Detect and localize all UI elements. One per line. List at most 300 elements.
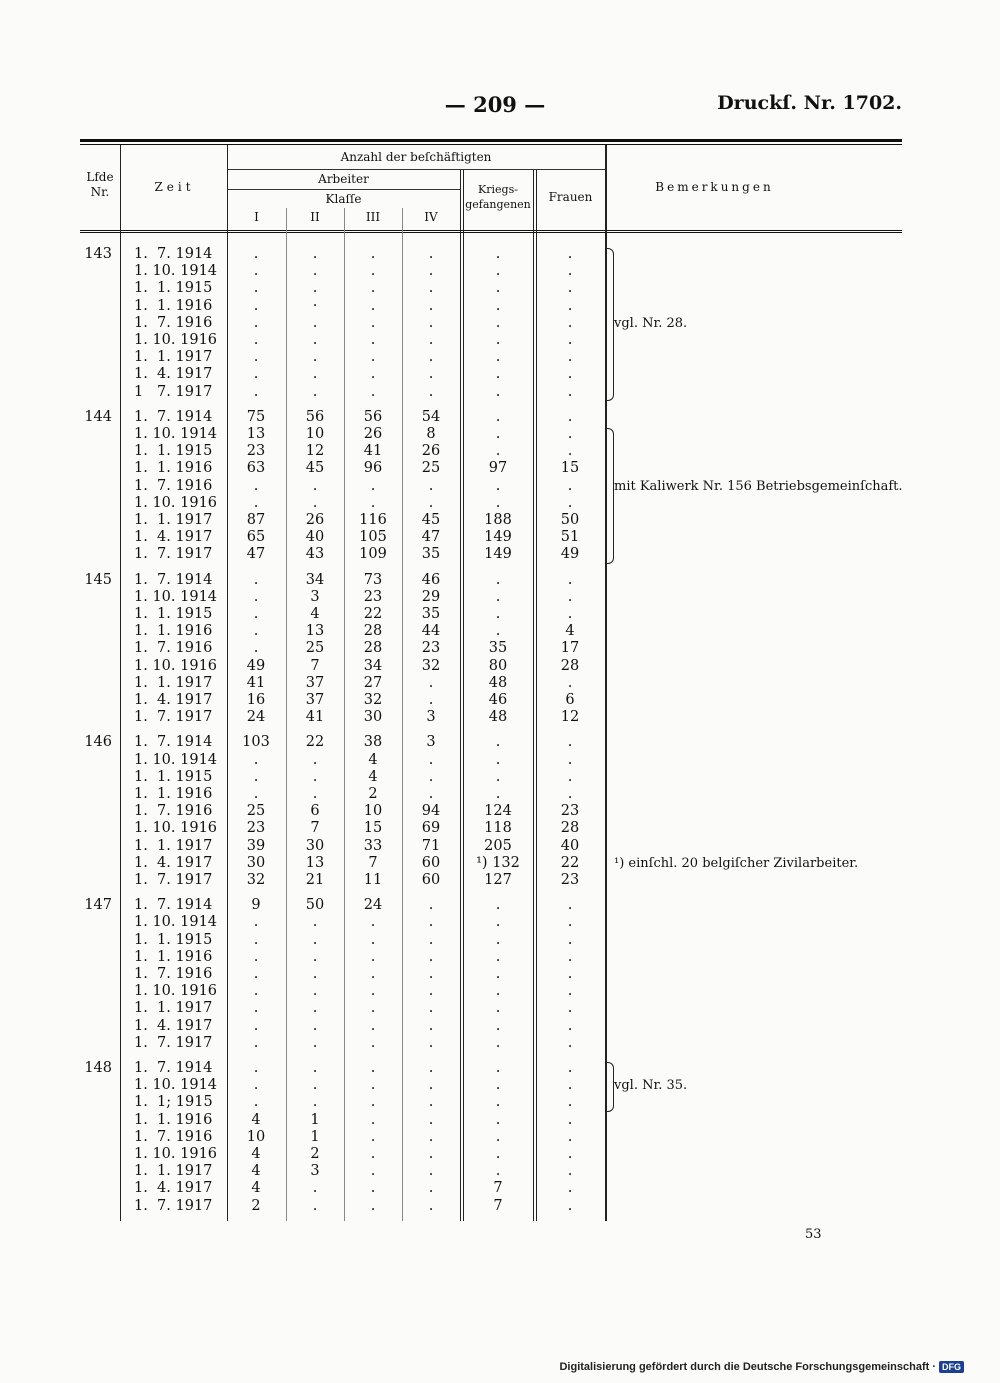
cell-iii: 41 bbox=[363, 443, 383, 460]
cell-ii: . bbox=[312, 786, 318, 802]
cell-kg: . bbox=[495, 383, 501, 400]
cell-fr: . bbox=[567, 332, 573, 348]
cell-ii: . bbox=[312, 1077, 318, 1094]
cell-ii: 10 bbox=[305, 426, 325, 442]
cell-iii: . bbox=[370, 332, 376, 348]
header-class-iv: IV bbox=[424, 210, 438, 224]
cell-iv: 45 bbox=[421, 512, 441, 528]
cell-iii: . bbox=[370, 1180, 376, 1197]
cell-iv: 35 bbox=[421, 606, 441, 622]
cell-iv: . bbox=[428, 477, 434, 494]
col-divider-kg bbox=[533, 170, 534, 1221]
cell-fr: . bbox=[567, 897, 573, 914]
cell-i: . bbox=[253, 297, 259, 314]
cell-fr: . bbox=[567, 1077, 573, 1094]
cell-zeit: 1. 7. 1914 bbox=[134, 734, 213, 751]
cell-kg: . bbox=[495, 263, 501, 280]
cell-iii: . bbox=[370, 1017, 376, 1034]
cell-iii: . bbox=[370, 983, 376, 1000]
cell-kg: . bbox=[495, 1077, 501, 1094]
cell-kg: . bbox=[495, 1146, 501, 1162]
cell-zeit: 1. 7. 1914 bbox=[134, 571, 213, 588]
cell-fr: . bbox=[567, 1017, 573, 1034]
cell-ii: . bbox=[312, 246, 318, 262]
cell-zeit: 1. 1. 1916 bbox=[134, 948, 213, 965]
brace-icon bbox=[606, 1062, 614, 1112]
cell-zeit: 1. 1. 1915 bbox=[134, 768, 213, 785]
cell-ii: 12 bbox=[305, 443, 325, 460]
cell-i: . bbox=[253, 983, 259, 1000]
cell-iv: . bbox=[428, 692, 434, 708]
cell-ii: . bbox=[312, 948, 318, 965]
cell-iv: . bbox=[428, 751, 434, 768]
cell-zeit: 1. 10. 1914 bbox=[134, 426, 218, 442]
cell-i: . bbox=[253, 494, 259, 511]
cell-i: . bbox=[253, 571, 259, 588]
cell-iv: . bbox=[428, 786, 434, 802]
cell-ii: 2 bbox=[310, 1146, 320, 1162]
cell-iv: 44 bbox=[421, 623, 441, 640]
cell-ii: . bbox=[312, 751, 318, 768]
cell-fr: 28 bbox=[560, 657, 580, 674]
cell-iii: . bbox=[370, 914, 376, 931]
cell-kg: . bbox=[495, 571, 501, 588]
cell-fr: . bbox=[567, 571, 573, 588]
cell-fr: 50 bbox=[560, 512, 580, 528]
cell-ii: 30 bbox=[305, 837, 325, 854]
cell-iii: . bbox=[370, 383, 376, 400]
cell-kg: 118 bbox=[484, 820, 512, 837]
cell-ii: . bbox=[312, 966, 318, 982]
cell-fr: . bbox=[567, 426, 573, 442]
header-anzahl: Anzahl der beſchäftigten bbox=[340, 150, 492, 164]
cell-fr: . bbox=[567, 948, 573, 965]
cell-iii: 26 bbox=[363, 426, 383, 442]
cell-zeit: 1. 7. 1914 bbox=[134, 897, 213, 914]
cell-kg: . bbox=[495, 914, 501, 931]
cell-ii: 40 bbox=[305, 529, 325, 546]
header-class-iii: III bbox=[365, 210, 381, 224]
cell-zeit: 1. 1. 1915 bbox=[134, 280, 213, 297]
cell-kg: 149 bbox=[484, 546, 512, 563]
cell-ii: . bbox=[312, 1094, 318, 1111]
cell-fr: . bbox=[567, 477, 573, 494]
cell-ii: . bbox=[312, 383, 318, 400]
cell-i: . bbox=[253, 263, 259, 280]
cell-fr: . bbox=[567, 1128, 573, 1145]
cell-iii: 56 bbox=[363, 408, 383, 425]
cell-iii: 96 bbox=[363, 460, 383, 477]
cell-ii: . bbox=[312, 983, 318, 1000]
header-class-ii: II bbox=[310, 210, 320, 224]
cell-kg: . bbox=[495, 1000, 501, 1017]
cell-iii: 116 bbox=[359, 512, 387, 528]
cell-kg: . bbox=[495, 1128, 501, 1145]
header-klasse: Klaſſe bbox=[325, 192, 362, 206]
cell-iv: . bbox=[428, 1146, 434, 1162]
cell-ii: . bbox=[312, 1000, 318, 1017]
cell-iv: . bbox=[428, 1034, 434, 1051]
remark-text: mit Kaliwerk Nr. 156 Betriebsgemeinſchaft. bbox=[614, 478, 903, 494]
cell-fr: . bbox=[567, 1180, 573, 1197]
cell-i: . bbox=[253, 477, 259, 494]
cell-i: . bbox=[253, 623, 259, 640]
cell-fr: . bbox=[567, 1000, 573, 1017]
header-bottom-rule bbox=[80, 230, 902, 231]
cell-lfde-nr: 148 bbox=[84, 1060, 112, 1076]
cell-zeit: 1. 7. 1917 bbox=[134, 1197, 213, 1214]
remark-text: ¹) einſchl. 20 belgiſcher Zivilarbeiter. bbox=[614, 855, 859, 871]
cell-zeit: 1. 4. 1917 bbox=[134, 366, 213, 383]
cell-i: . bbox=[253, 786, 259, 802]
cell-fr: 51 bbox=[560, 529, 580, 546]
cell-i: 41 bbox=[246, 674, 266, 691]
cell-iv: . bbox=[428, 366, 434, 383]
cell-iv: . bbox=[428, 383, 434, 400]
cell-zeit: 1. 4. 1917 bbox=[134, 854, 213, 871]
cell-i: . bbox=[253, 751, 259, 768]
cell-i: . bbox=[253, 606, 259, 622]
cell-fr: . bbox=[567, 280, 573, 297]
cell-iv: . bbox=[428, 349, 434, 366]
cell-zeit: 1. 1. 1916 bbox=[134, 623, 213, 640]
cell-iii: . bbox=[370, 1163, 376, 1180]
cell-zeit: 1. 10. 1916 bbox=[134, 820, 218, 837]
cell-kg: 124 bbox=[484, 803, 512, 820]
cell-kg: 80 bbox=[488, 657, 508, 674]
cell-iii: . bbox=[370, 948, 376, 965]
cell-fr: . bbox=[567, 1146, 573, 1162]
cell-i: 9 bbox=[251, 897, 261, 914]
cell-zeit: 1. 1. 1917 bbox=[134, 349, 213, 366]
cell-zeit: 1. 7. 1916 bbox=[134, 314, 213, 331]
cell-zeit: 1. 4. 1917 bbox=[134, 529, 213, 546]
cell-iii: . bbox=[370, 1094, 376, 1111]
cell-i: 103 bbox=[242, 734, 270, 751]
cell-zeit: 1. 7. 1914 bbox=[134, 1060, 213, 1076]
cell-fr: 49 bbox=[560, 546, 580, 563]
cell-ii: 21 bbox=[305, 872, 325, 888]
cell-ii: 45 bbox=[305, 460, 325, 477]
cell-kg: . bbox=[495, 734, 501, 751]
cell-zeit: 1. 7. 1916 bbox=[134, 803, 213, 820]
cell-ii: . bbox=[312, 314, 318, 331]
cell-fr: . bbox=[567, 349, 573, 366]
cell-zeit: 1. 10. 1914 bbox=[134, 263, 218, 280]
cell-fr: 12 bbox=[560, 709, 580, 726]
cell-kg: . bbox=[495, 897, 501, 914]
cell-iii: 73 bbox=[363, 571, 383, 588]
cell-ii: . bbox=[312, 349, 318, 366]
remark-text: vgl. Nr. 35. bbox=[614, 1078, 688, 1094]
cell-kg: ¹) 132 bbox=[476, 854, 520, 871]
cell-iv: 25 bbox=[421, 460, 441, 477]
cell-lfde-nr: 147 bbox=[84, 897, 112, 914]
cell-i: 87 bbox=[246, 512, 266, 528]
cell-iii: 38 bbox=[363, 734, 383, 751]
cell-zeit: 1. 1. 1915 bbox=[134, 606, 213, 622]
cell-fr: 23 bbox=[560, 803, 580, 820]
cell-zeit: 1. 1. 1916 bbox=[134, 1111, 213, 1128]
cell-i: . bbox=[253, 1034, 259, 1051]
cell-iii: 105 bbox=[359, 529, 387, 546]
cell-zeit: 1. 7. 1917 bbox=[134, 709, 213, 726]
cell-ii: . bbox=[312, 366, 318, 383]
cell-ii: 3 bbox=[310, 1163, 320, 1180]
cell-fr: 15 bbox=[560, 460, 580, 477]
cell-iii: 28 bbox=[363, 640, 383, 657]
cell-i: 16 bbox=[246, 692, 266, 708]
cell-zeit: 1. 1. 1915 bbox=[134, 443, 213, 460]
cell-zeit: 1. 1. 1917 bbox=[134, 1000, 213, 1017]
cell-iv: . bbox=[428, 966, 434, 982]
cell-ii: . bbox=[312, 332, 318, 348]
cell-ii: 50 bbox=[305, 897, 325, 914]
cell-i: 75 bbox=[246, 408, 266, 425]
cell-kg: 35 bbox=[488, 640, 508, 657]
document-number: Druckſ. Nr. 1702. bbox=[717, 92, 902, 114]
cell-kg: . bbox=[495, 443, 501, 460]
cell-fr: . bbox=[567, 983, 573, 1000]
cell-iv: 8 bbox=[426, 426, 436, 442]
cell-i: 4 bbox=[251, 1180, 261, 1197]
col-divider-nr bbox=[120, 145, 121, 1221]
cell-i: . bbox=[253, 1094, 259, 1111]
cell-i: . bbox=[253, 966, 259, 982]
cell-kg: 127 bbox=[484, 872, 512, 888]
cell-kg: . bbox=[495, 1034, 501, 1051]
cell-kg: . bbox=[495, 1094, 501, 1111]
cell-i: 30 bbox=[246, 854, 266, 871]
cell-ii: 43 bbox=[305, 546, 325, 563]
cell-iii: 32 bbox=[363, 692, 383, 708]
cell-iv: 23 bbox=[421, 640, 441, 657]
cell-kg: . bbox=[495, 477, 501, 494]
cell-fr: . bbox=[567, 1034, 573, 1051]
cell-zeit: 1. 1. 1917 bbox=[134, 512, 213, 528]
cell-iv: 46 bbox=[421, 571, 441, 588]
cell-zeit: 1. 10. 1914 bbox=[134, 588, 218, 605]
cell-iv: . bbox=[428, 246, 434, 262]
cell-kg: . bbox=[495, 366, 501, 383]
cell-zeit: 1. 10. 1914 bbox=[134, 1077, 218, 1094]
cell-iv: . bbox=[428, 1197, 434, 1214]
cell-zeit: 1. 10. 1916 bbox=[134, 983, 218, 1000]
cell-iii: . bbox=[370, 477, 376, 494]
cell-iii: 2 bbox=[368, 786, 378, 802]
cell-zeit: 1. 10. 1914 bbox=[134, 914, 218, 931]
cell-ii: 3 bbox=[310, 588, 320, 605]
cell-ii: · bbox=[312, 297, 318, 314]
cell-iii: . bbox=[370, 1077, 376, 1094]
header-frauen: Frauen bbox=[548, 190, 593, 204]
cell-fr: 17 bbox=[560, 640, 580, 657]
cell-iii: . bbox=[370, 1060, 376, 1076]
cell-iv: 60 bbox=[421, 854, 441, 871]
cell-kg: . bbox=[495, 623, 501, 640]
cell-i: 4 bbox=[251, 1146, 261, 1162]
cell-ii: 4 bbox=[310, 606, 320, 622]
cell-fr: . bbox=[567, 494, 573, 511]
cell-zeit: 1. 7. 1914 bbox=[134, 408, 213, 425]
cell-iii: . bbox=[370, 349, 376, 366]
cell-iv: . bbox=[428, 1128, 434, 1145]
cell-zeit: 1. 7. 1916 bbox=[134, 1128, 213, 1145]
cell-i: . bbox=[253, 1017, 259, 1034]
cell-iii: . bbox=[370, 1128, 376, 1145]
cell-fr: . bbox=[567, 366, 573, 383]
cell-fr: . bbox=[567, 443, 573, 460]
cell-fr: . bbox=[567, 786, 573, 802]
cell-i: . bbox=[253, 914, 259, 931]
cell-i: 4 bbox=[251, 1111, 261, 1128]
cell-iii: 4 bbox=[368, 751, 378, 768]
cell-ii: 26 bbox=[305, 512, 325, 528]
cell-zeit: 1. 4. 1917 bbox=[134, 1017, 213, 1034]
cell-iii: 10 bbox=[363, 803, 383, 820]
cell-iii: 34 bbox=[363, 657, 383, 674]
remark-text: vgl. Nr. 28. bbox=[614, 315, 688, 331]
cell-iv: . bbox=[428, 332, 434, 348]
cell-iv: 32 bbox=[421, 657, 441, 674]
cell-fr: . bbox=[567, 931, 573, 948]
cell-ii: . bbox=[312, 914, 318, 931]
cell-lfde-nr: 144 bbox=[84, 408, 112, 425]
cell-fr: . bbox=[567, 1060, 573, 1076]
cell-iii: . bbox=[370, 1000, 376, 1017]
cell-kg: 48 bbox=[488, 674, 508, 691]
cell-ii: . bbox=[312, 1197, 318, 1214]
cell-ii: 37 bbox=[305, 692, 325, 708]
cell-fr: . bbox=[567, 263, 573, 280]
cell-zeit: 1. 1; 1915 bbox=[134, 1094, 213, 1111]
cell-lfde-nr: 143 bbox=[84, 246, 112, 262]
cell-zeit: 1. 7. 1917 bbox=[134, 546, 213, 563]
cell-fr: . bbox=[567, 1197, 573, 1214]
cell-kg: 205 bbox=[484, 837, 512, 854]
cell-iii: . bbox=[370, 1111, 376, 1128]
cell-ii: 41 bbox=[305, 709, 325, 726]
cell-kg: . bbox=[495, 332, 501, 348]
cell-i: . bbox=[253, 314, 259, 331]
cell-ii: . bbox=[312, 280, 318, 297]
cell-fr: . bbox=[567, 966, 573, 982]
header-kriegsgefangenen: Kriegs- gefangenen bbox=[465, 183, 531, 211]
cell-fr: . bbox=[567, 1111, 573, 1128]
cell-i: 4 bbox=[251, 1163, 261, 1180]
cell-i: 39 bbox=[246, 837, 266, 854]
cell-fr: 4 bbox=[565, 623, 575, 640]
cell-lfde-nr: 145 bbox=[84, 571, 112, 588]
cell-zeit: 1. 1. 1917 bbox=[134, 1163, 213, 1180]
cell-i: . bbox=[253, 383, 259, 400]
cell-fr: . bbox=[567, 674, 573, 691]
cell-kg: . bbox=[495, 966, 501, 982]
cell-i: . bbox=[253, 349, 259, 366]
cell-iv: 47 bbox=[421, 529, 441, 546]
dfg-logo: DFG bbox=[939, 1361, 964, 1373]
cell-kg: . bbox=[495, 494, 501, 511]
header-bemerkungen: Bemerkungen bbox=[655, 180, 774, 194]
cell-i: . bbox=[253, 588, 259, 605]
cell-zeit: 1. 10. 1914 bbox=[134, 751, 218, 768]
cell-i: 23 bbox=[246, 820, 266, 837]
cell-iii: . bbox=[370, 494, 376, 511]
cell-iv: . bbox=[428, 1180, 434, 1197]
cell-iii: 28 bbox=[363, 623, 383, 640]
cell-zeit: 1. 1. 1916 bbox=[134, 460, 213, 477]
cell-zeit: 1. 7. 1916 bbox=[134, 966, 213, 982]
cell-ii: . bbox=[312, 1180, 318, 1197]
cell-fr: . bbox=[567, 246, 573, 262]
cell-zeit: 1. 10. 1916 bbox=[134, 657, 218, 674]
cell-iv: 26 bbox=[421, 443, 441, 460]
cell-iv: 60 bbox=[421, 872, 441, 888]
cell-kg: . bbox=[495, 1111, 501, 1128]
cell-iii: . bbox=[370, 1197, 376, 1214]
cell-ii: . bbox=[312, 1060, 318, 1076]
cell-kg: . bbox=[495, 768, 501, 785]
cell-iv: . bbox=[428, 914, 434, 931]
cell-iv: . bbox=[428, 1077, 434, 1094]
cell-iii: 7 bbox=[368, 854, 378, 871]
cell-fr: . bbox=[567, 734, 573, 751]
header-zeit: Zeit bbox=[154, 180, 195, 194]
cell-fr: . bbox=[567, 588, 573, 605]
cell-iv: . bbox=[428, 1017, 434, 1034]
cell-kg: 188 bbox=[484, 512, 512, 528]
cell-kg: 7 bbox=[493, 1197, 503, 1214]
cell-iv: . bbox=[428, 948, 434, 965]
page-number: — 209 — bbox=[444, 92, 546, 117]
cell-i: 32 bbox=[246, 872, 266, 888]
cell-kg: 46 bbox=[488, 692, 508, 708]
cell-i: . bbox=[253, 280, 259, 297]
cell-ii: 25 bbox=[305, 640, 325, 657]
header-arbeiter: Arbeiter bbox=[318, 172, 369, 186]
cell-iii: . bbox=[370, 366, 376, 383]
cell-fr: 22 bbox=[560, 854, 580, 871]
cell-ii: . bbox=[312, 477, 318, 494]
cell-zeit: 1. 1. 1915 bbox=[134, 931, 213, 948]
cell-iv: 29 bbox=[421, 588, 441, 605]
cell-i: . bbox=[253, 1000, 259, 1017]
cell-zeit: 1. 7. 1917 bbox=[134, 1034, 213, 1051]
cell-ii: 7 bbox=[310, 820, 320, 837]
cell-iii: 11 bbox=[363, 872, 383, 888]
cell-iii: . bbox=[370, 280, 376, 297]
cell-iv: 69 bbox=[421, 820, 441, 837]
brace-icon bbox=[606, 248, 614, 401]
cell-kg: . bbox=[495, 280, 501, 297]
cell-kg: 149 bbox=[484, 529, 512, 546]
col-divider-iv-2 bbox=[463, 170, 464, 1221]
header-lfde-nr: Lfde Nr. bbox=[86, 170, 114, 199]
cell-fr: . bbox=[567, 914, 573, 931]
cell-kg: . bbox=[495, 297, 501, 314]
cell-kg: . bbox=[495, 1017, 501, 1034]
cell-fr: . bbox=[567, 606, 573, 622]
cell-zeit: 1. 7. 1916 bbox=[134, 477, 213, 494]
top-rule-thick bbox=[80, 139, 902, 142]
cell-iv: . bbox=[428, 674, 434, 691]
cell-zeit: 1. 1. 1917 bbox=[134, 674, 213, 691]
cell-iv: 3 bbox=[426, 734, 436, 751]
cell-i: . bbox=[253, 332, 259, 348]
cell-i: . bbox=[253, 246, 259, 262]
cell-ii: 7 bbox=[310, 657, 320, 674]
cell-iii: . bbox=[370, 246, 376, 262]
